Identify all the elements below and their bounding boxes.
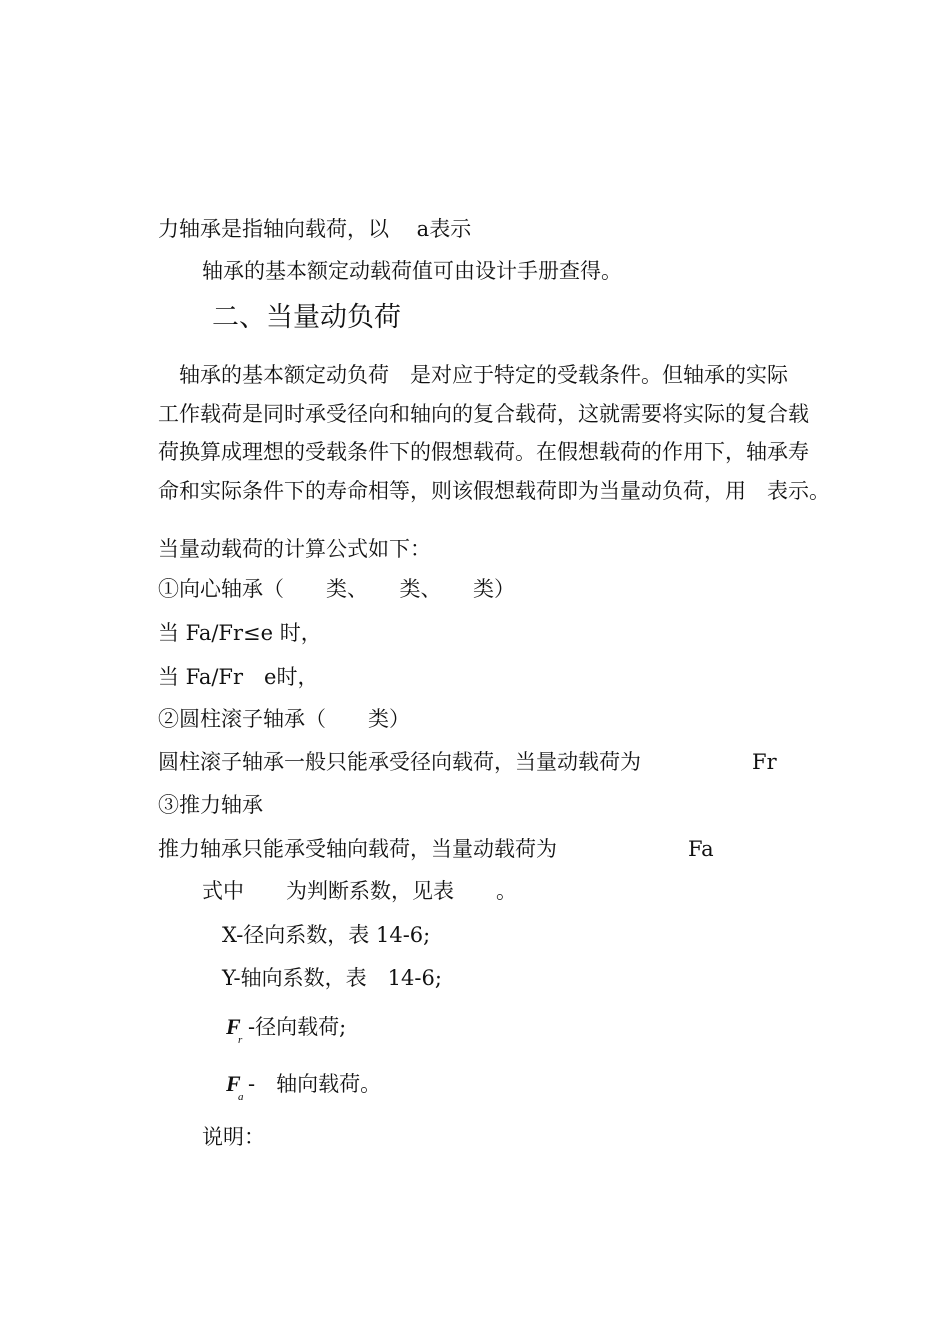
line-thrust-bearing: ③推力轴承 — [158, 793, 263, 817]
line-x-coefficient: X-径向系数，表 14-6; — [222, 923, 431, 947]
paragraph-line: 轴承的基本额定动负荷 是对应于特定的受载条件。但轴承的实际 — [158, 363, 788, 387]
line-formula-intro: 当量动载荷的计算公式如下： — [158, 537, 431, 561]
paragraph-equivalent-load — [158, 356, 858, 510]
line-condition-gt: 当 Fa/Fr e时， — [158, 665, 319, 689]
line-axial-load-def: 力轴承是指轴向载荷，以 a表示 — [158, 217, 472, 241]
line-cylindrical-desc: 圆柱滚子轴承一般只能承受径向载荷，当量动载荷为 — [158, 750, 641, 774]
subscript-a: a — [238, 1091, 244, 1103]
line-thrust-desc: 推力轴承只能承受轴向载荷，当量动载荷为 — [158, 837, 557, 861]
line-basic-rating: 轴承的基本额定动载荷值可由设计手册查得。 — [202, 259, 622, 283]
paragraph-line: 工作载荷是同时承受径向和轴向的复合载荷，这就需要将实际的复合载 — [158, 401, 809, 426]
line-note: 说明： — [202, 1125, 265, 1149]
line-where: 式中 为判断系数，见表 。 — [202, 879, 517, 903]
formula-fr: Fr — [752, 750, 777, 774]
section-heading: 二、当量动负荷 — [212, 302, 401, 333]
line-condition-le: 当 Fa/Fr≤e 时， — [158, 621, 322, 645]
line-radial-bearing: ①向心轴承（ 类、 类、 类） — [158, 577, 515, 601]
line-cylindrical-bearing: ②圆柱滚子轴承（ 类） — [158, 707, 410, 731]
line-axial-load: - 轴向载荷。 — [248, 1072, 382, 1096]
paragraph-line: 荷换算成理想的受载条件下的假想载荷。在假想载荷的作用下，轴承寿 — [158, 440, 809, 464]
line-radial-load: -径向载荷; — [248, 1015, 347, 1039]
paragraph-line: 命和实际条件下的寿命相等，则该假想载荷即为当量动负荷，用 表示。 — [158, 478, 830, 503]
symbol-f: F — [226, 1071, 241, 1096]
symbol-f: F — [226, 1014, 241, 1039]
subscript-r: r — [238, 1034, 243, 1046]
line-y-coefficient: Y-轴向系数，表 14-6; — [222, 966, 442, 990]
formula-fa: Fa — [688, 837, 714, 861]
